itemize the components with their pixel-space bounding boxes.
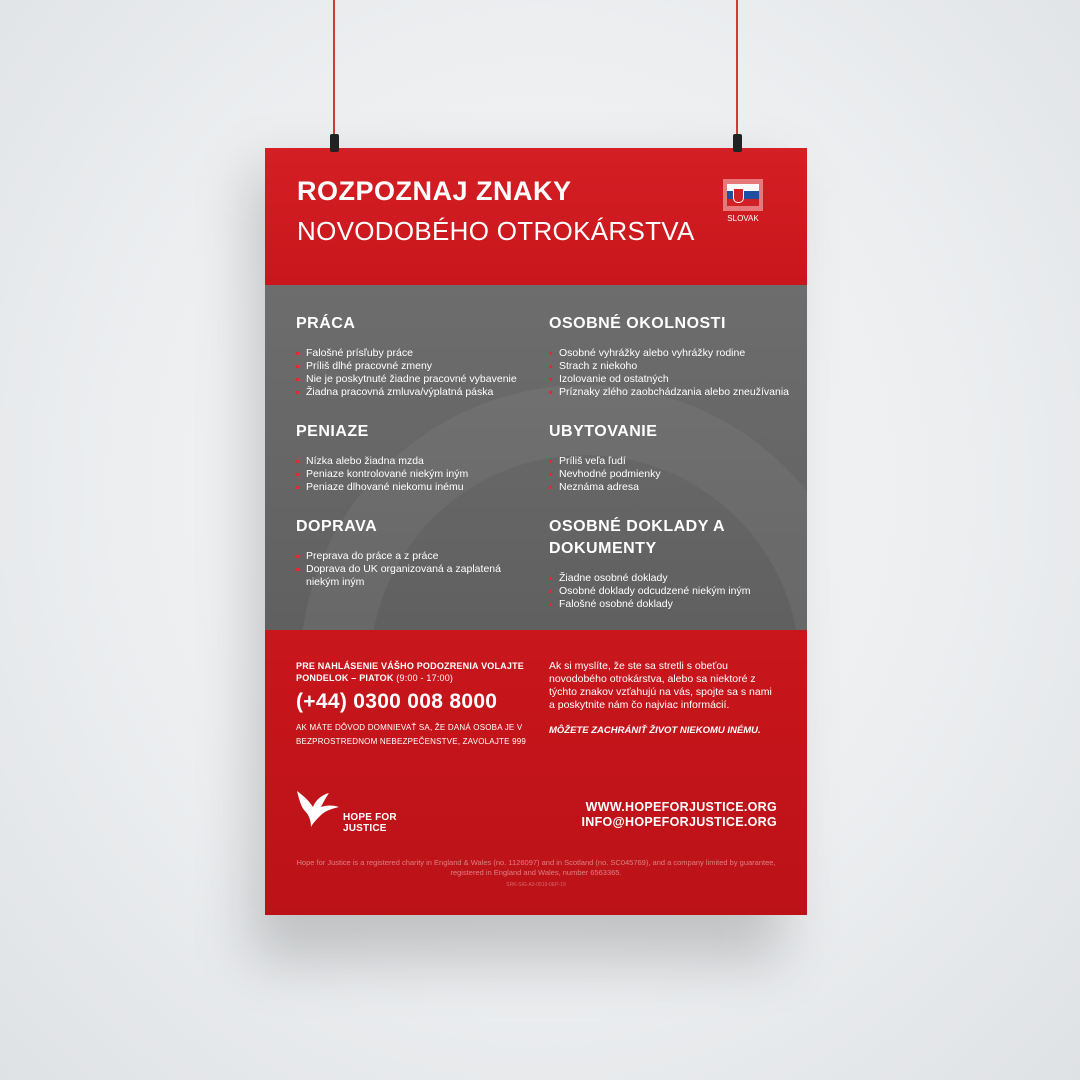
report-lead [296, 660, 536, 684]
section-title: DOPRAVA [296, 518, 378, 535]
dove-icon [295, 787, 341, 827]
language-label: SLOVAK [727, 214, 759, 223]
sign-item: Príliš veľa ľudí [549, 455, 789, 468]
clip-left [330, 134, 339, 152]
sign-item: Peniaze dlhované niekomu inému [296, 481, 536, 494]
report-block [296, 660, 536, 749]
sign-item: Neznáma adresa [549, 481, 789, 494]
sign-item: Falošné prísľuby práce [296, 347, 536, 360]
sign-item: Žiadna pracovná zmluva/výplatná páska [296, 386, 536, 399]
report-hours: (9:00 - 17:00) [396, 673, 454, 683]
message-block [549, 660, 779, 737]
poster-footer [265, 630, 807, 915]
section-title: PRÁCA [296, 315, 356, 332]
sign-item: Nízka alebo žiadna mzda [296, 455, 536, 468]
signs-panel [265, 285, 807, 630]
sign-item: Osobné doklady odcudzené niekým iným [549, 585, 789, 598]
sign-item: Príliš dlhé pracovné zmeny [296, 360, 536, 373]
sign-list [549, 347, 789, 399]
slovak-flag-icon [723, 179, 763, 211]
print-code: SRK-SIG-A3-0519-0EP-19 [506, 882, 566, 888]
sign-list [549, 572, 789, 611]
sign-item: Príznaky zlého zaobchádzania alebo zneužívania [549, 386, 789, 399]
hanging-wire-left [333, 0, 335, 138]
title-line-1: ROZPOZNAJ ZNAKY [297, 176, 572, 206]
signs-column-right [549, 313, 789, 633]
contact-block [582, 800, 778, 830]
sign-item: Nevhodné podmienky [549, 468, 789, 481]
sign-list [296, 455, 536, 494]
sign-item: Strach z niekoho [549, 360, 789, 373]
legal-text: Hope for Justice is a registered charity in England & Wales (no. 1126097) and in Scotland (no. SC045769), and a company limited by guarantee, registered in England and Wales, number 6563365. [296, 858, 776, 877]
sign-item: Žiadne osobné doklady [549, 572, 789, 585]
section-title: OSOBNÉ OKOLNOSTI [549, 315, 726, 332]
phone-number: (+44) 0300 008 8000 [296, 690, 498, 713]
logo-text: HOPE FOR JUSTICE [343, 812, 397, 834]
sign-item: Izolovanie od ostatných [549, 373, 789, 386]
section-title: UBYTOVANIE [549, 423, 658, 440]
emergency-notice: AK MÁTE DÔVOD DOMNIEVAŤ SA, ŽE DANÁ OSOBA JE V BEZPROSTREDNOM NEBEZPEČENSTVE, ZAVOLAJTE 999 [296, 723, 527, 746]
sign-item: Peniaze kontrolované niekým iným [296, 468, 536, 481]
message-paragraph: Ak si myslíte, že ste sa stretli s obeťou novodobého otrokárstva, alebo sa niektoré z týchto znakov vzťahujú na vás, spojte sa s nami a poskytnite nám čo najviac informácií. [549, 660, 772, 711]
sign-list [296, 347, 536, 399]
hope-for-justice-logo [295, 787, 425, 834]
sign-item: Nie je poskytnuté žiadne pracovné vybavenie [296, 373, 536, 386]
hanging-wire-right [736, 0, 738, 138]
clip-right [733, 134, 742, 152]
sign-item: Osobné vyhrážky alebo vyhrážky rodine [549, 347, 789, 360]
sign-list [549, 455, 789, 494]
poster [265, 148, 807, 915]
email-link[interactable]: INFO@HOPEFORJUSTICE.ORG [581, 815, 777, 829]
save-life-line: MÔŽETE ZACHRÁNIŤ ŽIVOT NIEKOMU INÉMU. [549, 725, 761, 736]
sign-list [296, 550, 536, 589]
poster-header [265, 148, 807, 285]
report-lead-text: PRE NAHLÁSENIE VÁŠHO PODOZRENIA VOLAJTE PONDELOK – PIATOK [296, 661, 524, 683]
sign-item: Preprava do práce a z práce [296, 550, 536, 563]
signs-column-left [296, 313, 536, 611]
sign-item: Falošné osobné doklady [549, 598, 789, 611]
sign-item: Doprava do UK organizovaná a zaplatená niekým iným [296, 563, 536, 589]
section-title: OSOBNÉ DOKLADY A DOKUMENTY [549, 518, 725, 557]
title-line-2: NOVODOBÉHO OTROKÁRSTVA [297, 216, 695, 246]
section-title: PENIAZE [296, 423, 369, 440]
website-link[interactable]: WWW.HOPEFORJUSTICE.ORG [585, 800, 777, 814]
